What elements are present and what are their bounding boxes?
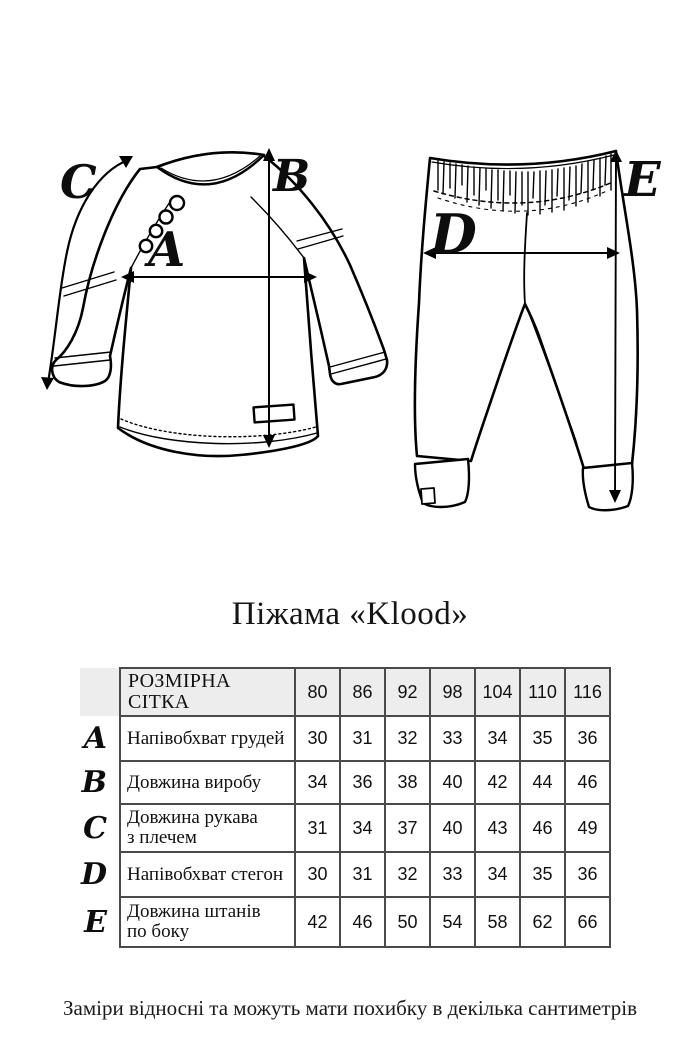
value-cell: 40 — [430, 761, 475, 804]
row-letter: E — [84, 904, 108, 940]
value-cell: 36 — [565, 852, 610, 897]
measure-letter-e: E — [624, 152, 661, 208]
value-cell: 40 — [430, 804, 475, 852]
value-cell: 32 — [385, 852, 430, 897]
value-cell: 32 — [385, 716, 430, 761]
value-cell: 34 — [295, 761, 340, 804]
value-cell: 42 — [295, 897, 340, 947]
value-cell: 33 — [430, 716, 475, 761]
row-letter: B — [81, 765, 108, 800]
value-cell: 35 — [520, 716, 565, 761]
value-cell: 62 — [520, 897, 565, 947]
value-cell: 44 — [520, 761, 565, 804]
measure-letter-b: B — [273, 151, 311, 202]
table-row-c — [80, 804, 610, 852]
row-letter: A — [83, 721, 108, 756]
row-letter: C — [83, 810, 108, 846]
value-cell: 46 — [520, 804, 565, 852]
table-row-b — [80, 761, 610, 804]
value-cell: 30 — [295, 716, 340, 761]
value-cell: 31 — [295, 804, 340, 852]
letter-spacer — [80, 668, 120, 716]
value-cell: 37 — [385, 804, 430, 852]
size-header-cell: 92 — [385, 668, 430, 716]
value-cell: 33 — [430, 852, 475, 897]
value-cell: 54 — [430, 897, 475, 947]
row-label: Напівобхват стегон — [120, 852, 295, 897]
value-cell: 34 — [475, 852, 520, 897]
shirt-outline — [52, 153, 387, 456]
size-header-cell: 104 — [475, 668, 520, 716]
value-cell: 34 — [340, 804, 385, 852]
shirt-drawing — [41, 148, 387, 456]
row-label-line1: Довжина рукава — [127, 807, 258, 829]
table-row-d — [80, 852, 610, 897]
value-cell: 31 — [340, 716, 385, 761]
value-cell: 36 — [565, 716, 610, 761]
row-label-line2: по боку — [127, 921, 190, 942]
size-header-cell: 86 — [340, 668, 385, 716]
size-table — [80, 667, 611, 948]
value-cell: 30 — [295, 852, 340, 897]
pants-drawing — [415, 150, 662, 510]
page-title: Піжама «Klood» — [231, 596, 469, 632]
value-cell: 31 — [340, 852, 385, 897]
row-label: Довжина виробу — [120, 761, 295, 804]
value-cell: 34 — [475, 716, 520, 761]
shirt-tag — [254, 405, 295, 423]
table-header-row — [80, 668, 610, 716]
value-cell: 49 — [565, 804, 610, 852]
value-cell: 35 — [520, 852, 565, 897]
measure-letter-d: D — [430, 202, 477, 266]
value-cell: 43 — [475, 804, 520, 852]
row-label-line2: з плечем — [127, 827, 197, 848]
table-row-a — [80, 716, 610, 761]
value-cell: 58 — [475, 897, 520, 947]
value-cell: 46 — [565, 761, 610, 804]
row-letter: D — [81, 857, 108, 892]
measure-letter-a: A — [148, 222, 186, 278]
row-label: Напівобхват грудей — [120, 716, 295, 761]
size-header-cell: 80 — [295, 668, 340, 716]
value-cell: 66 — [565, 897, 610, 947]
size-header-cell: 116 — [565, 668, 610, 716]
value-cell: 36 — [340, 761, 385, 804]
pants-tag — [421, 488, 435, 504]
pants-outline — [415, 151, 638, 469]
value-cell: 50 — [385, 897, 430, 947]
row-label — [120, 897, 295, 947]
row-label-line1: Довжина штанів — [127, 901, 261, 923]
value-cell: 42 — [475, 761, 520, 804]
value-cell: 38 — [385, 761, 430, 804]
size-header-cell: 110 — [520, 668, 565, 716]
measure-letter-c: C — [60, 155, 97, 209]
header-cell-label: РОЗМІРНА СІТКА — [120, 668, 295, 716]
table-row-e — [80, 897, 610, 947]
measurement-disclaimer: Заміри відносні та можуть мати похибку в декілька сантиметрів — [62, 996, 638, 1020]
row-label — [120, 804, 295, 852]
pants-right-cuff — [583, 463, 633, 510]
size-header-cell: 98 — [430, 668, 475, 716]
value-cell: 46 — [340, 897, 385, 947]
